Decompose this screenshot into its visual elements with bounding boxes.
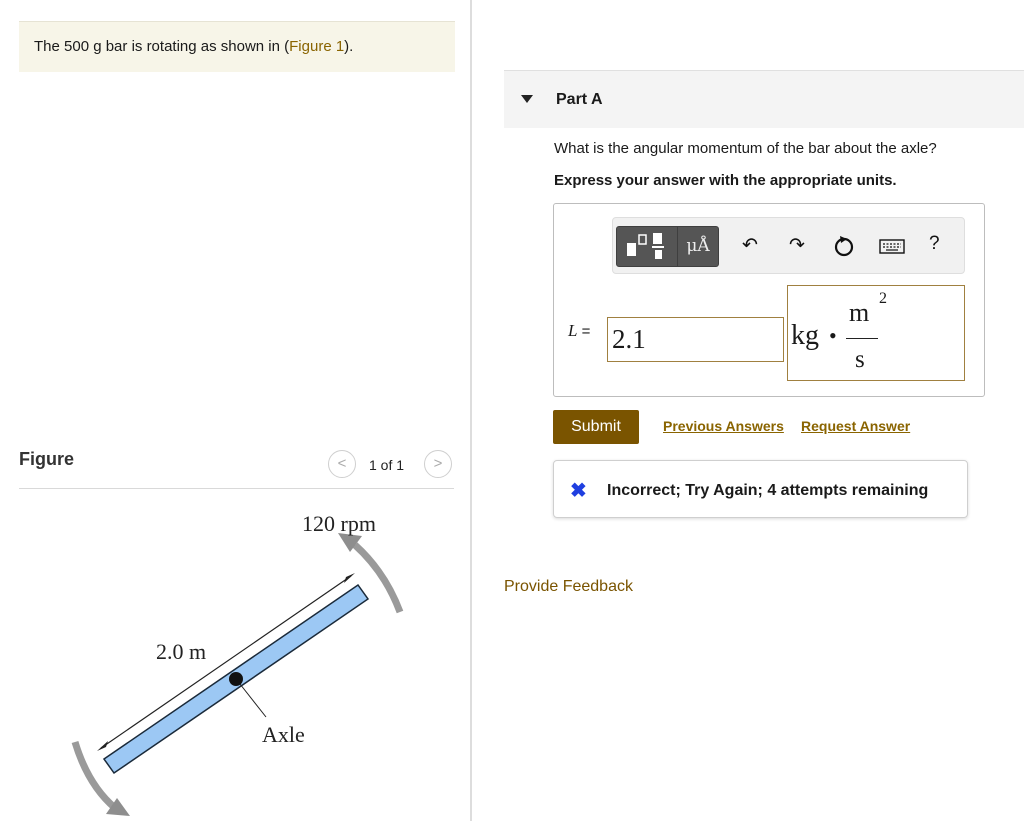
rotation-arrow-bottom — [75, 742, 115, 808]
previous-figure-button[interactable]: < — [328, 450, 356, 478]
question-text: What is the angular momentum of the bar about the axle? — [554, 140, 937, 157]
dimension-arrowhead-right — [344, 573, 355, 583]
rotating-bar-figure — [0, 489, 460, 821]
length-label: 2.0 m — [156, 639, 207, 664]
problem-text: The 500 g bar is rotating as shown in ( — [34, 38, 290, 55]
units-button[interactable]: μÅ — [677, 226, 719, 267]
axle-leader-line — [240, 684, 266, 717]
templates-icon — [617, 227, 677, 266]
axle-label: Axle — [262, 722, 305, 747]
math-toolbar — [612, 217, 965, 274]
feedback-message — [553, 460, 968, 518]
part-title: Part A — [556, 91, 603, 108]
feedback-text: Incorrect; Try Again; 4 attempts remaining — [607, 482, 929, 499]
unit-exponent: 2 — [879, 290, 887, 307]
problem-statement — [19, 21, 455, 72]
unit-denominator: s — [855, 346, 865, 373]
instruction-text: Express your answer with the appropriate units. — [554, 172, 897, 189]
help-icon[interactable]: ? — [929, 233, 940, 254]
rpm-label: 120 rpm — [302, 511, 376, 536]
request-answer-link[interactable]: Request Answer — [801, 418, 911, 434]
axle-dot — [229, 672, 243, 686]
provide-feedback-link[interactable]: Provide Feedback — [504, 578, 633, 595]
variable-label: L = — [568, 321, 591, 340]
submit-button[interactable]: Submit — [553, 410, 639, 444]
incorrect-icon: ✖ — [570, 480, 587, 502]
figure-header — [19, 447, 454, 489]
pane-divider — [470, 0, 472, 821]
unit-dot: • — [829, 323, 837, 348]
redo-icon[interactable]: ↷ — [789, 235, 805, 256]
part-a-header[interactable] — [504, 70, 1024, 128]
figure-link[interactable]: Figure 1 — [289, 38, 345, 55]
figure-title: Figure — [19, 449, 75, 469]
answer-box — [553, 203, 985, 397]
templates-button[interactable] — [616, 226, 678, 267]
reset-icon[interactable] — [831, 233, 857, 259]
collapse-caret-icon[interactable] — [521, 95, 533, 103]
unit-input[interactable] — [787, 285, 965, 381]
unit-kg: kg — [791, 320, 819, 351]
previous-answers-link[interactable]: Previous Answers — [663, 418, 784, 434]
next-figure-button[interactable]: > — [424, 450, 452, 478]
dimension-arrowhead-left — [97, 741, 108, 751]
figure-pager: 1 of 1 — [369, 457, 405, 473]
length-dimension-line — [101, 576, 351, 748]
problem-text-end: ). — [344, 38, 354, 55]
keyboard-icon[interactable] — [876, 233, 908, 259]
fraction-bar — [846, 338, 878, 339]
unit-numerator: m — [849, 298, 870, 327]
value-input[interactable]: 2.1 — [607, 317, 784, 362]
undo-icon[interactable]: ↶ — [742, 235, 758, 256]
